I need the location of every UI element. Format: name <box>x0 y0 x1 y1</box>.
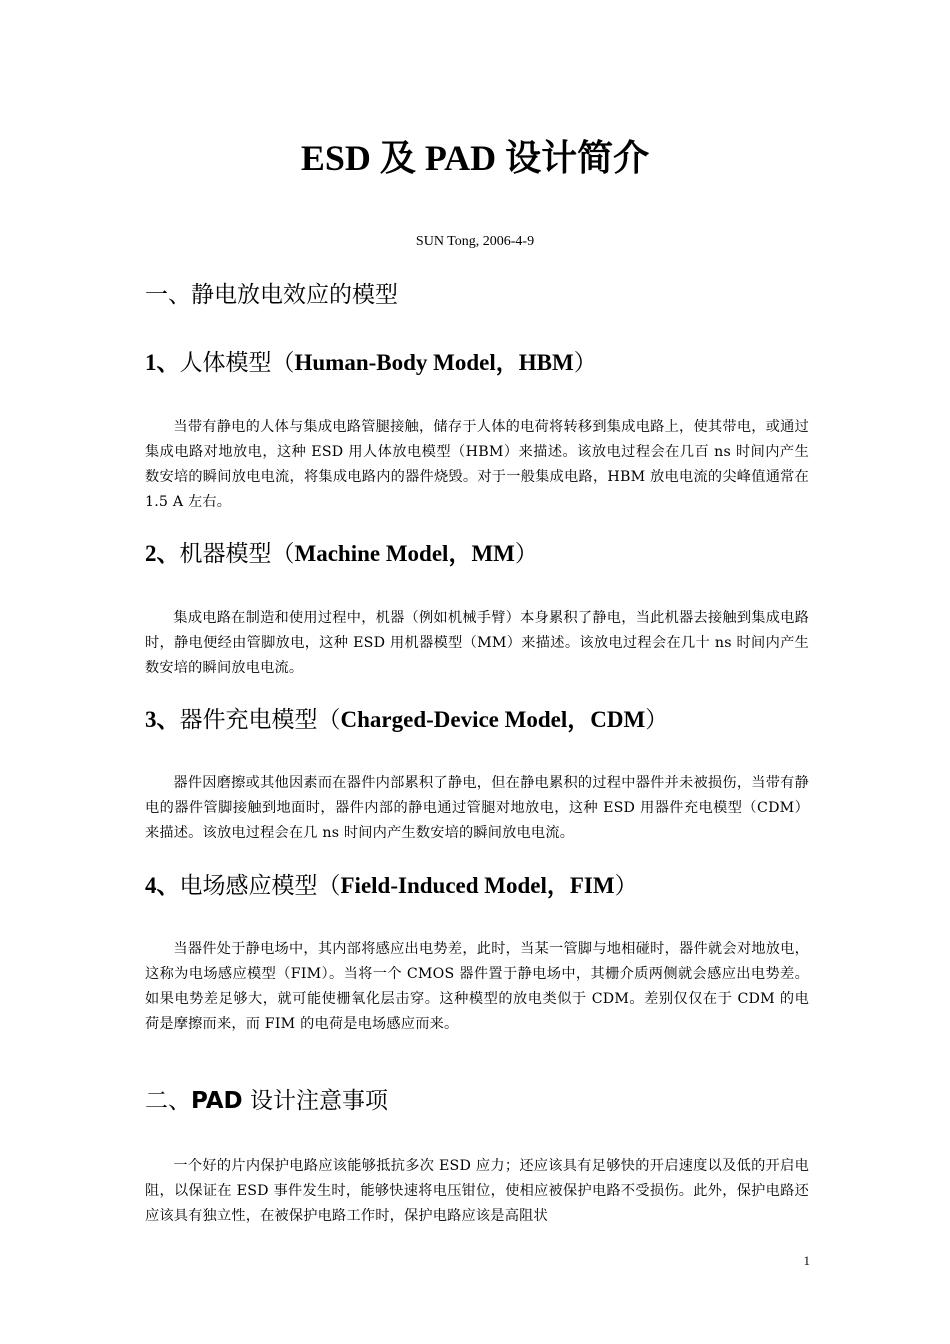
section-2-prefix: 二、 <box>145 1088 191 1114</box>
paragraph-mm: 集成电路在制造和使用过程中，机器（例如机械手臂）本身累积了静电，当此机器去接触到集成电路时，静电便经由管脚放电，这种 ESD 用机器模型（MM）来描述。该放电过程会在几十 ns 时间内产生数安培的瞬间放电电流。 <box>145 610 809 676</box>
subsection-title-close: ） <box>514 541 538 567</box>
subsection-title-zh: 机器模型（ <box>179 541 295 567</box>
subsection-2-heading <box>145 539 815 569</box>
subsection-number: 1、 <box>145 350 180 375</box>
subsection-title-en: Charged-Device Model，CDM <box>340 707 646 732</box>
subsection-title-close: ） <box>614 873 638 899</box>
section-2-heading <box>145 1086 815 1116</box>
paragraph-fim: 当器件处于静电场中，其内部将感应出电势差，此时，当某一管脚与地相碰时，器件就会对地放电，这称为电场感应模型（FIM）。当将一个 CMOS 器件置于静电场中，其栅介质两侧就会感应出电势差。如果电势差足够大，就可能使栅氧化层击穿。这种模型的放电类似于 CDM。差别仅仅在于 CDM 的电荷是摩擦而来，而 FIM 的电荷是电场感应而来。 <box>145 941 809 1032</box>
document-title: ESD 及 PAD 设计简介 <box>300 138 650 178</box>
subsection-title-en: Human-Body Model，HBM <box>294 350 574 375</box>
subsection-title-close: ） <box>573 350 597 376</box>
subsection-title-zh: 电场感应模型（ <box>179 873 341 899</box>
subsection-3-heading <box>145 705 815 735</box>
paragraph-hbm: 当带有静电的人体与集成电路管腿接触，储存于人体的电荷将转移到集成电路上，使其带电，或通过集成电路对地放电，这种 ESD 用人体放电模型（HBM）来描述。该放电过程会在几百 ns 时间内产生数安培的瞬间放电电流，将集成电路内的器件烧毁。对于一般集成电路，HBM 放电电流的尖峰值通常在 1.5 A 左右。 <box>145 419 809 510</box>
subsection-title-en: Machine Model，MM <box>294 541 515 566</box>
subsection-title-zh: 人体模型（ <box>179 350 295 376</box>
subsection-title-close: ） <box>645 707 669 733</box>
subsection-4-heading <box>145 871 815 901</box>
section-2-rest: 设计注意事项 <box>242 1088 388 1114</box>
section-1-heading: 一、静电放电效应的模型 <box>145 282 398 308</box>
section-2-latin: PAD <box>191 1088 243 1114</box>
paragraph-pad-design: 一个好的片内保护电路应该能够抵抗多次 ESD 应力；还应该具有足够快的开启速度以及低的开启电阻，以保证在 ESD 事件发生时，能够快速将电压钳位，使相应被保护电路不受损伤。此外，保护电路还应该具有独立性，在被保护电路工作时，保护电路应该是高阻状 <box>145 1158 809 1224</box>
paragraph-cdm: 器件因磨擦或其他因素而在器件内部累积了静电，但在静电累积的过程中器件并未被损伤，当带有静电的器件管脚接触到地面时，器件内部的静电通过管腿对地放电，这种 ESD 用器件充电模型（CDM）来描述。该放电过程会在几 ns 时间内产生数安培的瞬间放电电流。 <box>145 775 809 841</box>
subsection-number: 3、 <box>145 707 180 732</box>
subsection-number: 4、 <box>145 873 180 898</box>
subsection-1-heading <box>145 348 815 378</box>
subsection-title-zh: 器件充电模型（ <box>179 707 341 733</box>
page-number: 1 <box>803 1253 810 1268</box>
author-date-line: SUN Tong, 2006-4-9 <box>415 234 535 249</box>
subsection-number: 2、 <box>145 541 180 566</box>
subsection-title-en: Field-Induced Model，FIM <box>340 873 615 898</box>
